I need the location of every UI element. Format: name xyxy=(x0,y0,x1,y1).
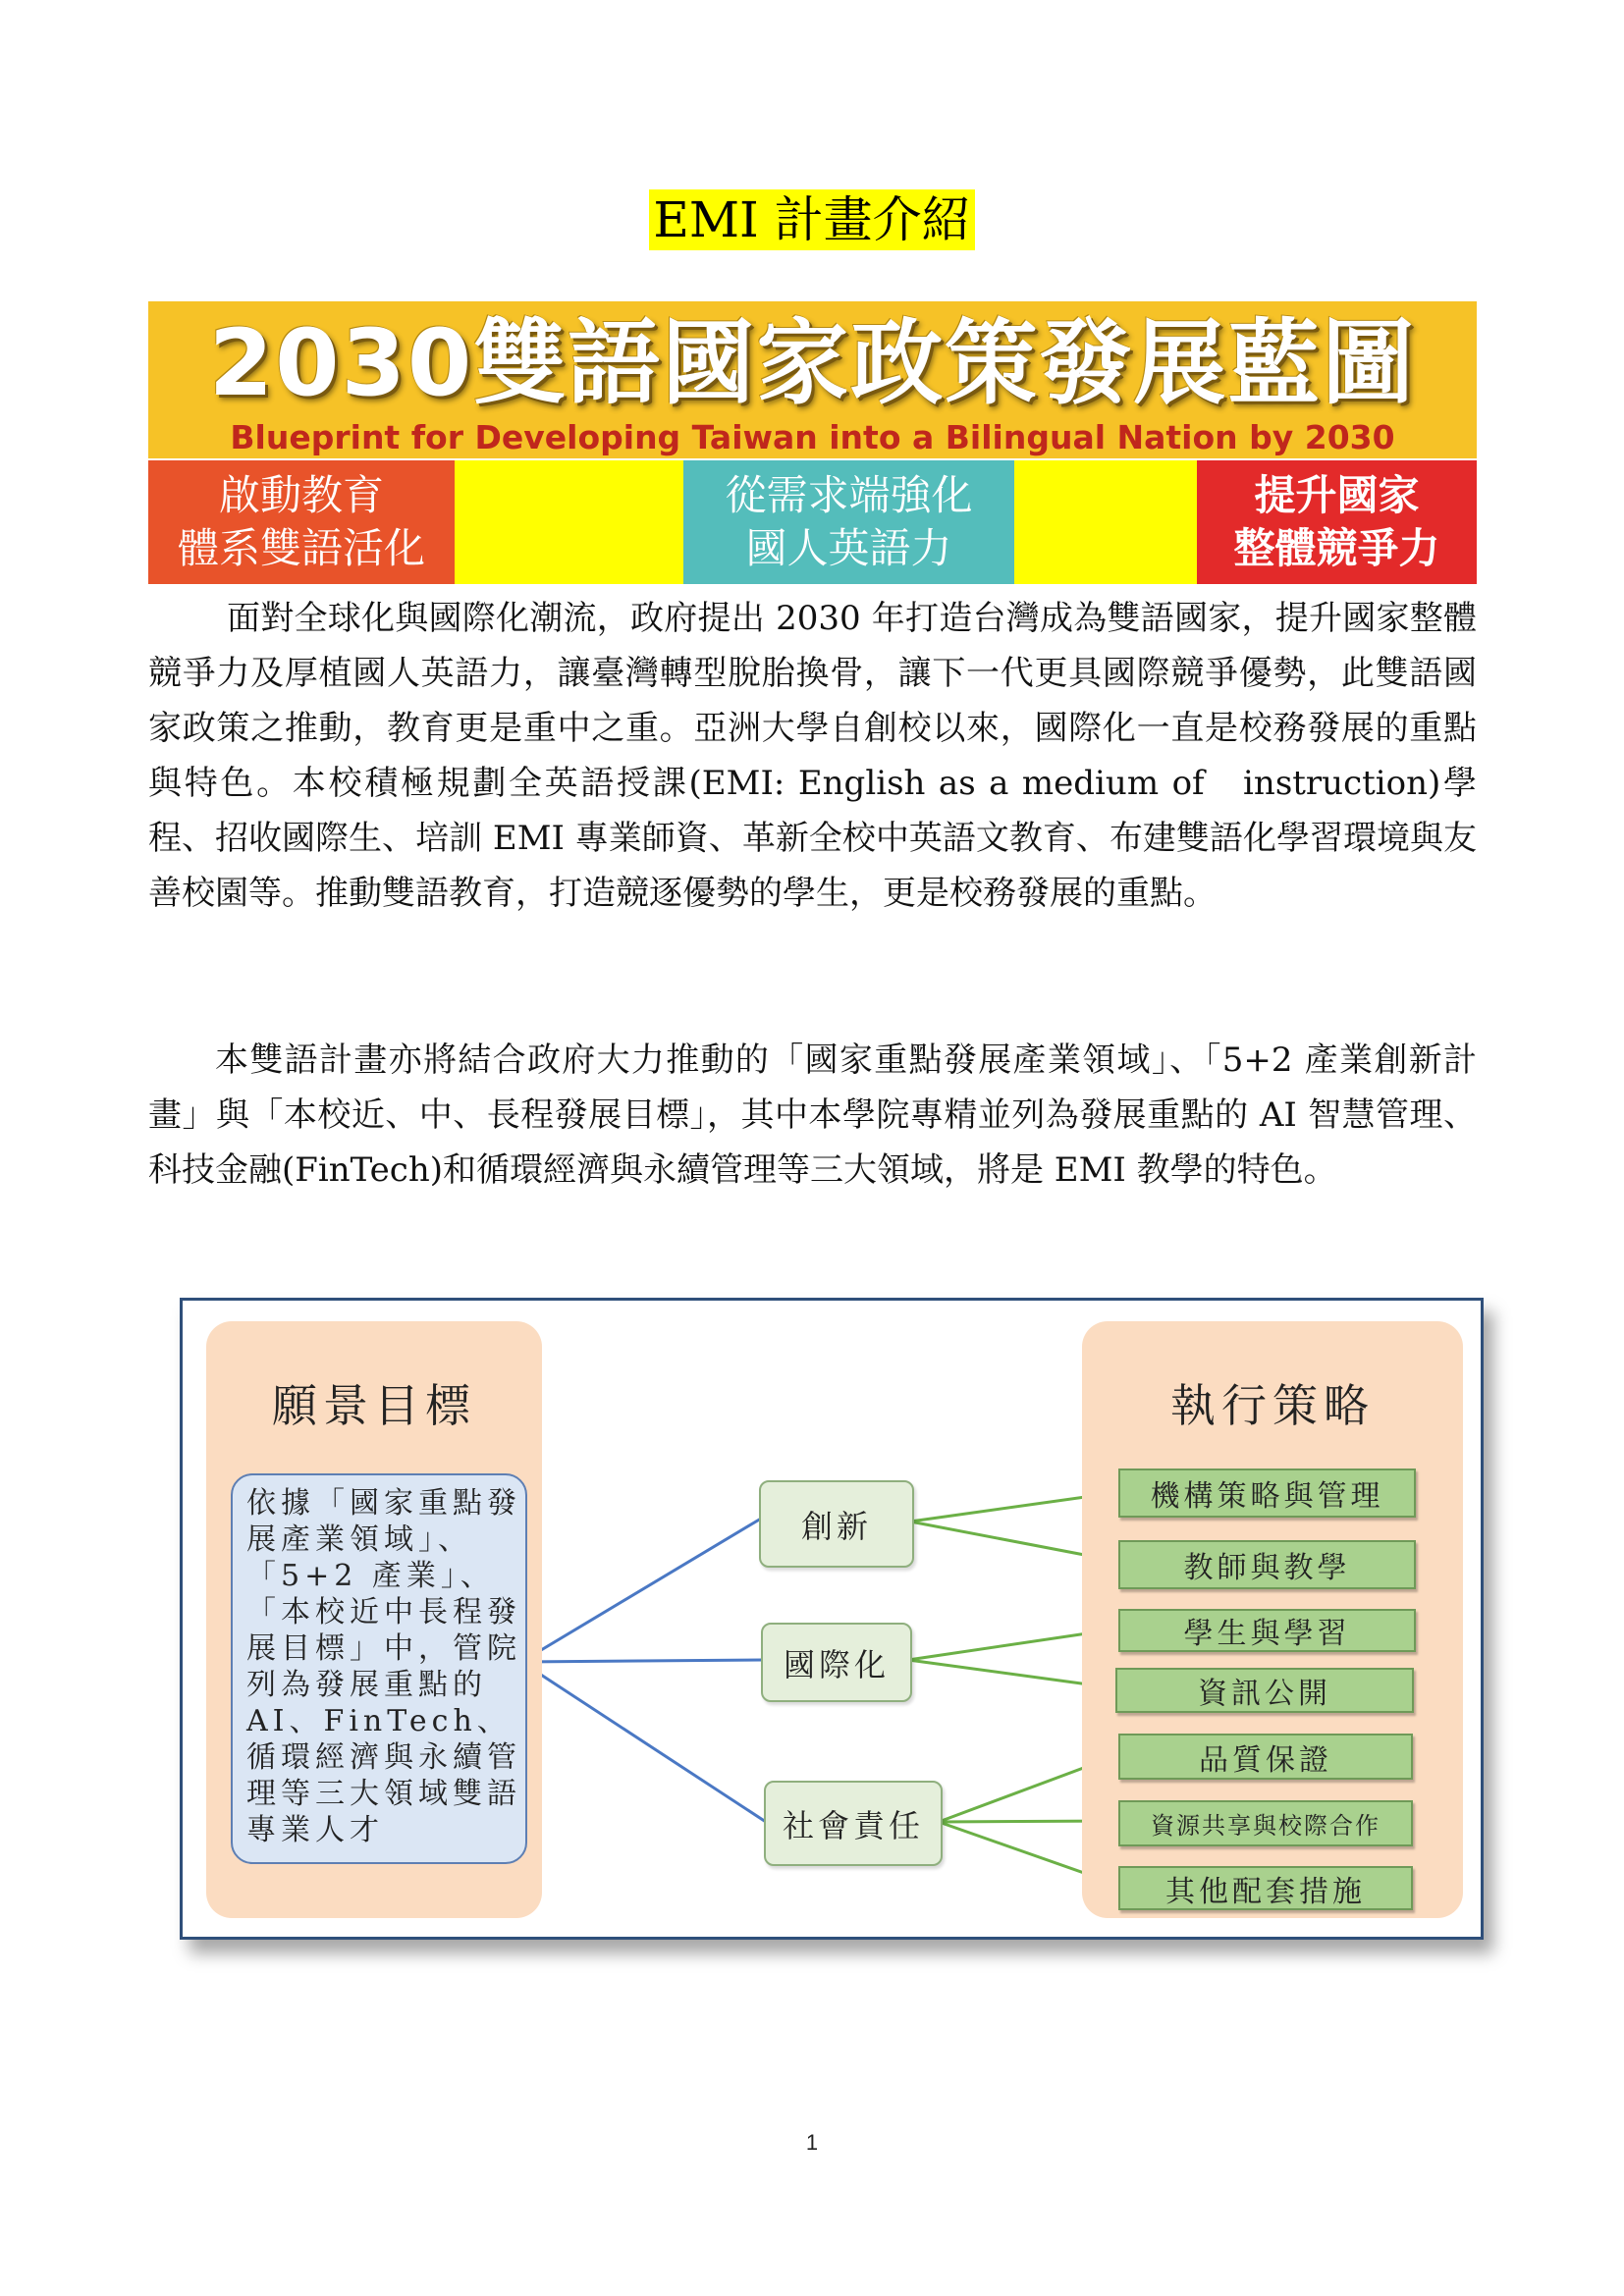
page-title: EMI 計畫介紹 xyxy=(649,189,974,250)
banner-goals-row xyxy=(148,460,1477,584)
goal-education xyxy=(148,460,455,584)
goal-competitiveness-line-2: 整體競爭力 xyxy=(1233,524,1440,572)
pillar-innovation: 創新 xyxy=(759,1480,914,1568)
banner-header xyxy=(148,301,1477,458)
goal-english-line-1: 從需求端強化 xyxy=(725,471,973,519)
strategy-resource-sharing: 資源共享與校際合作 xyxy=(1118,1800,1413,1846)
connector-vision-social xyxy=(521,1662,766,1822)
goal-english-line-2: 國人英語力 xyxy=(745,524,952,572)
strategy-heading: 執行策略 xyxy=(1170,1379,1375,1432)
banner-subtitle: Blueprint for Developing Taiwan into a Bilingual Nation by 2030 xyxy=(230,418,1395,456)
vision-heading: 願景目標 xyxy=(272,1379,476,1432)
intro-paragraph: 面對全球化與國際化潮流，政府提出 2030 年打造台灣成為雙語國家，提升國家整體競爭力及厚植國人英語力，讓臺灣轉型脫胎換骨，讓下一代更具國際競爭優勢，此雙語國家政策之推動，教育更是重中之重。亞洲大學自創校以來，國際化一直是校務發展的重點與特色。本校積極規劃全英語授課(EMI: English as a medium of instruction)學程、招收國際生、培訓 EMI 專業師資、革新全校中英語文教育、布建雙語化學習環境與友善校園等。推動雙語教育，打造競逐優勢的學生，更是校務發展的重點。 xyxy=(148,599,1477,913)
strategy-other-measures: 其他配套措施 xyxy=(1118,1866,1413,1910)
strategy-information-disclosure: 資訊公開 xyxy=(1115,1668,1414,1713)
goal-english-ability xyxy=(683,460,1014,584)
vision-panel xyxy=(206,1321,542,1918)
banner-title: 2030雙語國家政策發展藍圖 xyxy=(208,310,1417,417)
plan-paragraph: 本雙語計畫亦將結合政府大力推動的「國家重點發展產業領域」、「5+2 產業創新計畫」與「本校近、中、長程發展目標」，其中本學院專精並列為發展重點的 AI 智慧管理、科技金融(FinTech)和循環經濟與永續管理等三大領域，將是 EMI 教學的特色。 xyxy=(148,1041,1477,1190)
page-number: 1 xyxy=(805,2130,819,2155)
page-title-wrap xyxy=(0,189,1624,250)
goal-competitiveness-line-1: 提升國家 xyxy=(1254,471,1420,519)
goal-education-line-2: 體系雙語活化 xyxy=(177,524,425,572)
connector-vision-innovation xyxy=(521,1519,761,1662)
goal-education-line-1: 啟動教育 xyxy=(218,471,384,519)
strategy-institution-management: 機構策略與管理 xyxy=(1118,1468,1416,1518)
connector-vision-international xyxy=(521,1660,763,1662)
pillar-social-responsibility: 社會責任 xyxy=(764,1781,943,1866)
strategy-quality-assurance: 品質保證 xyxy=(1118,1734,1413,1780)
goal-competitiveness xyxy=(1197,460,1477,584)
strategy-students-learning: 學生與學習 xyxy=(1118,1609,1416,1652)
policy-banner xyxy=(148,301,1477,584)
strategy-teachers-teaching: 教師與教學 xyxy=(1118,1540,1416,1589)
emi-strategy-diagram xyxy=(180,1298,1484,1940)
vision-text: 依據「國家重點發展產業領域」、「5+2 產業」、「本校近中長程發展目標」中，管院列為發展重點的AI、FinTech、循環經濟與永續管理等三大領域雙語專業人才 xyxy=(246,1486,521,1847)
vision-box xyxy=(231,1473,527,1864)
pillar-internationalization: 國際化 xyxy=(761,1623,912,1702)
